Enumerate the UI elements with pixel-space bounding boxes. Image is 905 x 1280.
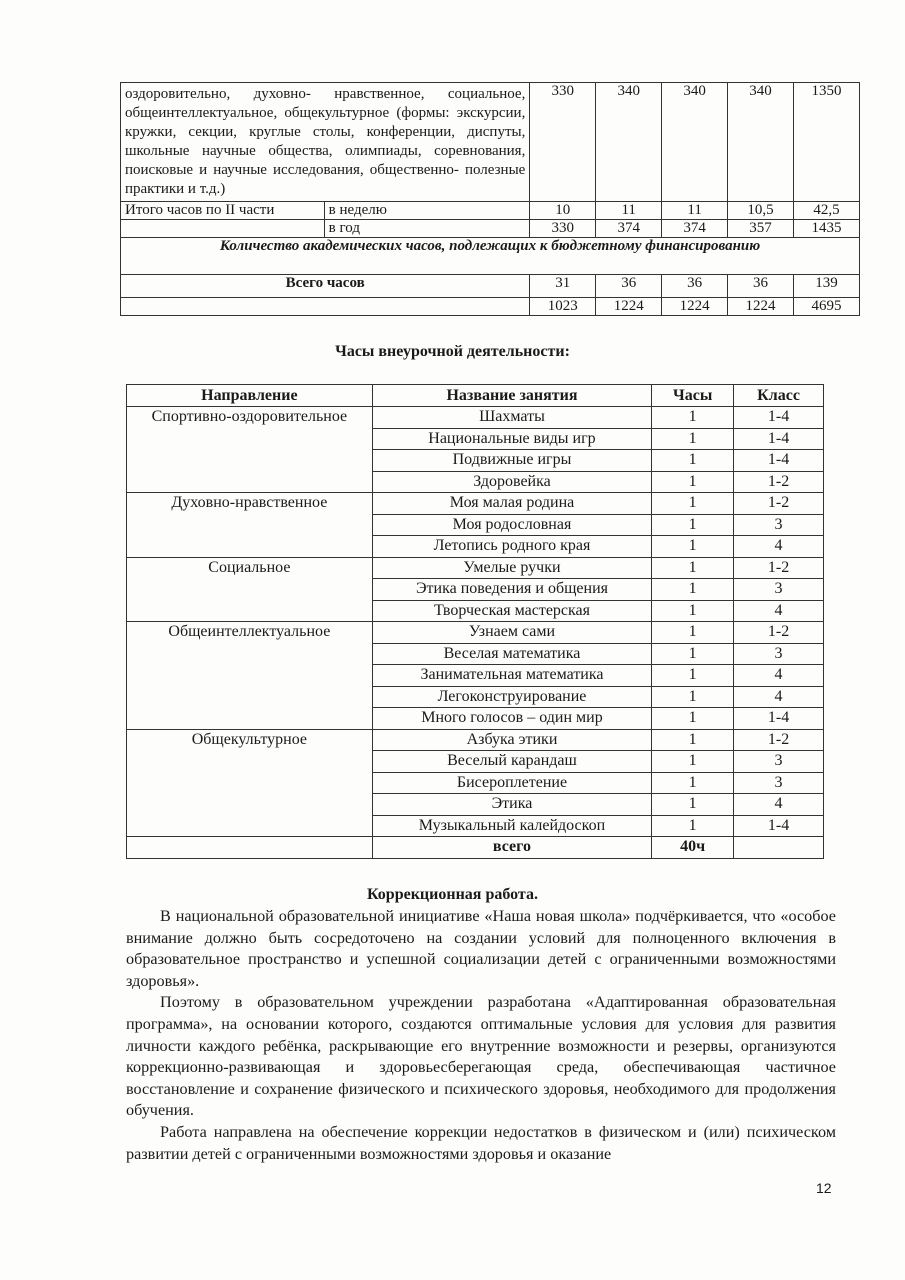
lesson-cell: Бисероплетение <box>372 772 652 794</box>
total-hours-label: Всего часов <box>121 275 530 298</box>
hours-cell: 1 <box>652 815 734 837</box>
grade-cell: 4 <box>734 794 824 816</box>
lesson-cell: Этика <box>372 794 652 816</box>
per-year-label: в год <box>324 220 530 238</box>
hours-cell: 1 <box>652 600 734 622</box>
table-cell: 42,5 <box>794 202 860 220</box>
lesson-cell: Шахматы <box>372 407 652 429</box>
lesson-cell: Занимательная математика <box>372 665 652 687</box>
paragraph: В национальной образовательной инициативе «Наша новая школа» подчёркивается, что «особое внимание должно быть сосредоточено на создании условий для полноценного включения в образовательное пространство и успешной социализации детей с ограниченными возможностями здоровья». <box>126 907 836 990</box>
lesson-cell: Моя родословная <box>372 514 652 536</box>
empty-cell <box>121 220 325 238</box>
table-row <box>121 275 860 298</box>
table-cell: 11 <box>596 202 662 220</box>
grade-cell: 1-4 <box>734 407 824 429</box>
grade-cell: 3 <box>734 643 824 665</box>
grade-cell: 1-2 <box>734 471 824 493</box>
hours-cell: 1 <box>652 579 734 601</box>
lesson-cell: Здоровейка <box>372 471 652 493</box>
grade-cell: 1-4 <box>734 708 824 730</box>
table-row <box>121 220 860 238</box>
hours-cell: 1 <box>652 471 734 493</box>
table-row <box>127 557 824 579</box>
hours-cell: 1 <box>652 622 734 644</box>
table-cell: 11 <box>662 202 728 220</box>
table-cell: 340 <box>728 83 794 202</box>
lesson-cell: Летопись родного края <box>372 536 652 558</box>
table-row <box>121 298 860 316</box>
per-week-label: в неделю <box>324 202 530 220</box>
grade-cell: 1-4 <box>734 450 824 472</box>
table-cell: 139 <box>794 275 860 298</box>
table-cell: 36 <box>662 275 728 298</box>
table-cell: 1224 <box>728 298 794 316</box>
header-grade: Класс <box>734 385 824 407</box>
table-row <box>127 622 824 644</box>
lesson-cell: Азбука этики <box>372 729 652 751</box>
grade-cell: 1-4 <box>734 815 824 837</box>
table-header-row <box>127 385 824 407</box>
extracurricular-table-body <box>127 407 824 859</box>
direction-cell: Общеинтеллектуальное <box>127 622 373 730</box>
grade-cell: 1-2 <box>734 622 824 644</box>
hours-cell: 1 <box>652 772 734 794</box>
table-cell: 374 <box>662 220 728 238</box>
lesson-cell: Музыкальный калейдоскоп <box>372 815 652 837</box>
table-cell: 1224 <box>662 298 728 316</box>
header-direction: Направление <box>127 385 373 407</box>
lesson-cell: Творческая мастерская <box>372 600 652 622</box>
hours-cell: 1 <box>652 450 734 472</box>
budget-financing-label: Количество академических часов, подлежащих к бюджетному финансированию <box>121 238 860 275</box>
total-hours: 40ч <box>652 837 734 859</box>
part2-label: Итого часов по II части <box>121 202 325 220</box>
lesson-cell: Моя малая родина <box>372 493 652 515</box>
lesson-cell: Много голосов – один мир <box>372 708 652 730</box>
total-label: всего <box>372 837 652 859</box>
table-row <box>121 202 860 220</box>
hours-cell: 1 <box>652 514 734 536</box>
empty-cell <box>127 837 373 859</box>
header-hours: Часы <box>652 385 734 407</box>
table-row <box>121 238 860 275</box>
lesson-cell: Национальные виды игр <box>372 428 652 450</box>
hours-cell: 1 <box>652 794 734 816</box>
table-cell: 357 <box>728 220 794 238</box>
table-cell: 36 <box>728 275 794 298</box>
grade-cell: 4 <box>734 600 824 622</box>
table-row <box>127 729 824 751</box>
table-cell: 330 <box>530 83 596 202</box>
page-number: 12 <box>816 1180 832 1196</box>
grade-cell: 4 <box>734 686 824 708</box>
table-row <box>121 83 860 202</box>
grade-cell: 3 <box>734 751 824 773</box>
direction-cell: Общекультурное <box>127 729 373 837</box>
direction-cell: Духовно-нравственное <box>127 493 373 558</box>
table-cell: 340 <box>662 83 728 202</box>
extracurricular-table <box>126 384 824 859</box>
lesson-cell: Веселая математика <box>372 643 652 665</box>
hours-cell: 1 <box>652 557 734 579</box>
extracurricular-heading: Часы внеурочной деятельности: <box>335 343 570 360</box>
grade-cell: 4 <box>734 665 824 687</box>
grade-cell: 4 <box>734 536 824 558</box>
lesson-cell: Подвижные игры <box>372 450 652 472</box>
hours-cell: 1 <box>652 686 734 708</box>
table-row <box>127 493 824 515</box>
lesson-cell: Легоконструирование <box>372 686 652 708</box>
correction-body <box>126 906 836 1165</box>
hours-cell: 1 <box>652 407 734 429</box>
hours-cell: 1 <box>652 493 734 515</box>
direction-cell: Спортивно-оздоровительное <box>127 407 373 493</box>
lesson-cell: Веселый карандаш <box>372 751 652 773</box>
paragraph: Работа направлена на обеспечение коррекции недостатков в физическом и (или) психическом развитии детей с ограниченными возможностями здоровья и оказание <box>126 1122 836 1163</box>
table-cell: 36 <box>596 275 662 298</box>
table-row-total <box>127 837 824 859</box>
table-cell: 10 <box>530 202 596 220</box>
table-cell: 31 <box>530 275 596 298</box>
table-cell: 340 <box>596 83 662 202</box>
paragraph: Поэтому в образовательном учреждении разработана «Адаптированная образовательная программа», на основании которого, создаются оптимальные условия для условия для развития личности каждого ребёнка, раскрывающие его внутренние возможности и резервы, организуются коррекционно-развивающая и здоровьесберегающая среда, обеспечивающая частичное восстановление и сохранение физического и психического здоровья, необходимого для продолжения обучения. <box>126 993 836 1120</box>
hours-cell: 1 <box>652 751 734 773</box>
activity-description: оздоровительно, духовно- нравственное, социальное, общеинтеллектуальное, общекультурное (формы: экскурсии, кружки, секции, круглые столы, конференции, диспуты, школьные научные общества, олимпиады, соревнования, поисковые и научные исследования, общественно- полезные практики и т.д.) <box>121 83 530 202</box>
empty-cell <box>121 298 530 316</box>
table-cell: 1350 <box>794 83 860 202</box>
table-cell: 4695 <box>794 298 860 316</box>
curriculum-hours-table <box>120 82 860 316</box>
table-cell: 1224 <box>596 298 662 316</box>
table-cell: 1023 <box>530 298 596 316</box>
table-cell: 10,5 <box>728 202 794 220</box>
grade-cell: 3 <box>734 514 824 536</box>
hours-cell: 1 <box>652 536 734 558</box>
hours-cell: 1 <box>652 708 734 730</box>
lesson-cell: Этика поведения и общения <box>372 579 652 601</box>
grade-cell: 3 <box>734 772 824 794</box>
grade-cell: 1-2 <box>734 729 824 751</box>
hours-cell: 1 <box>652 729 734 751</box>
grade-cell: 1-4 <box>734 428 824 450</box>
direction-cell: Социальное <box>127 557 373 622</box>
grade-cell: 3 <box>734 579 824 601</box>
hours-cell: 1 <box>652 665 734 687</box>
correction-heading: Коррекционная работа. <box>367 886 538 903</box>
header-lesson: Название занятия <box>372 385 652 407</box>
table-cell: 330 <box>530 220 596 238</box>
lesson-cell: Умелые ручки <box>372 557 652 579</box>
hours-cell: 1 <box>652 428 734 450</box>
hours-cell: 1 <box>652 643 734 665</box>
grade-cell: 1-2 <box>734 557 824 579</box>
grade-cell: 1-2 <box>734 493 824 515</box>
table-cell: 374 <box>596 220 662 238</box>
table-row <box>127 407 824 429</box>
empty-cell <box>734 837 824 859</box>
lesson-cell: Узнаем сами <box>372 622 652 644</box>
table-cell: 1435 <box>794 220 860 238</box>
